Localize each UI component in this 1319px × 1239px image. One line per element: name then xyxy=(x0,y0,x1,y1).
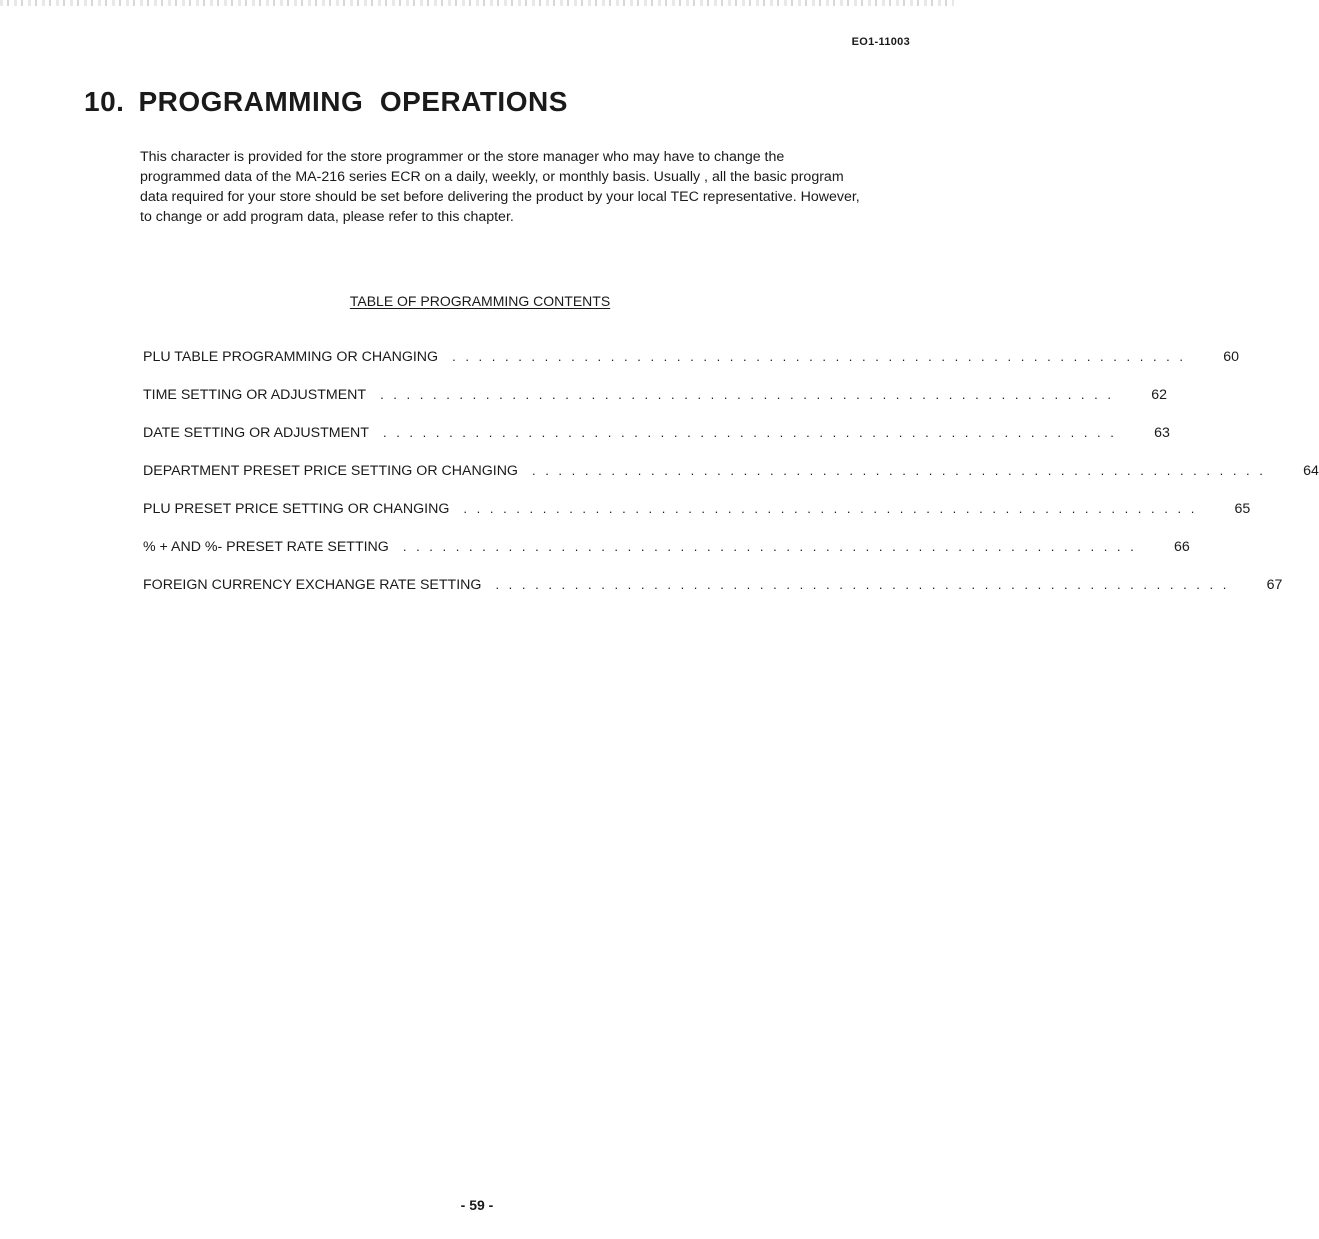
toc-dot-leader: . . . . . . . . . . . . . . . . . . . . . . . . . . . . . . . . . . . . . . . . . . . . . . . . . . . . . . . . xyxy=(402,539,1137,554)
toc-dot-leader: . . . . . . . . . . . . . . . . . . . . . . . . . . . . . . . . . . . . . . . . . . . . . . . . . . . . . . . . xyxy=(382,425,1117,440)
intro-paragraph: This character is provided for the store programmer or the store manager who may have to change the programmed data of the MA-216 series ECR on a daily, weekly, or monthly basis. Usually , all the basic program data required for your store should be set before delivering the product by your local TEC representative. However, to change or add program data, please refer to this chapter. xyxy=(140,149,860,225)
toc-entry-page: 63 xyxy=(1154,425,1170,441)
toc-entry[interactable] xyxy=(143,387,1167,425)
toc-dot-leader: . . . . . . . . . . . . . . . . . . . . . . . . . . . . . . . . . . . . . . . . . . . . . . . . . . . . . . . . xyxy=(495,577,1230,592)
toc-dot-leader: . . . . . . . . . . . . . . . . . . . . . . . . . . . . . . . . . . . . . . . . . . . . . . . . . . . . . . . . xyxy=(531,463,1266,478)
toc-entry[interactable] xyxy=(143,577,1283,615)
page-number: - 59 - xyxy=(460,1197,494,1213)
toc-dot-leader: . . . . . . . . . . . . . . . . . . . . . . . . . . . . . . . . . . . . . . . . . . . . . . . . . . . . . . . . xyxy=(380,387,1114,402)
toc-entry[interactable] xyxy=(143,539,1190,577)
toc-entry[interactable] xyxy=(143,463,1319,501)
toc-entry-page: 62 xyxy=(1151,387,1167,403)
toc-dot-leader: . . . . . . . . . . . . . . . . . . . . . . . . . . . . . . . . . . . . . . . . . . . . . . . . . . . . . . . . xyxy=(463,501,1198,516)
toc-entry[interactable] xyxy=(143,425,1170,463)
toc-entry-label: TIME SETTING OR ADJUSTMENT xyxy=(143,387,367,403)
toc-entry-label: % + AND %- PRESET RATE SETTING xyxy=(143,539,389,555)
toc-entry[interactable] xyxy=(143,501,1251,539)
chapter-title-text: PROGRAMMING OPERATIONS xyxy=(138,86,568,117)
toc-entry-page: 65 xyxy=(1234,501,1251,517)
toc-entry-page: 66 xyxy=(1173,539,1190,555)
toc-entry[interactable] xyxy=(143,349,1240,387)
toc-entry-label: PLU TABLE PROGRAMMING OR CHANGING xyxy=(143,349,439,365)
toc-entry-page: 67 xyxy=(1266,577,1283,593)
toc-list xyxy=(143,349,1319,615)
toc-entry-label: DATE SETTING OR ADJUSTMENT xyxy=(143,425,369,441)
document-code: EO1-11003 xyxy=(851,36,910,48)
toc-entry-page: 64 xyxy=(1303,463,1319,479)
toc-entry-page: 60 xyxy=(1223,349,1240,365)
scan-edge-artifact xyxy=(0,0,954,6)
toc-dot-leader: . . . . . . . . . . . . . . . . . . . . . . . . . . . . . . . . . . . . . . . . . . . . . . . . . . . . . . . . xyxy=(452,349,1187,364)
chapter-number: 10. xyxy=(84,86,125,117)
toc-heading: TABLE OF PROGRAMMING CONTENTS xyxy=(349,293,611,309)
toc-entry-label: FOREIGN CURRENCY EXCHANGE RATE SETTING xyxy=(143,577,482,593)
toc-entry-label: PLU PRESET PRICE SETTING OR CHANGING xyxy=(143,501,450,517)
chapter-title xyxy=(84,86,568,118)
toc-entry-label: DEPARTMENT PRESET PRICE SETTING OR CHANGING xyxy=(143,463,518,479)
